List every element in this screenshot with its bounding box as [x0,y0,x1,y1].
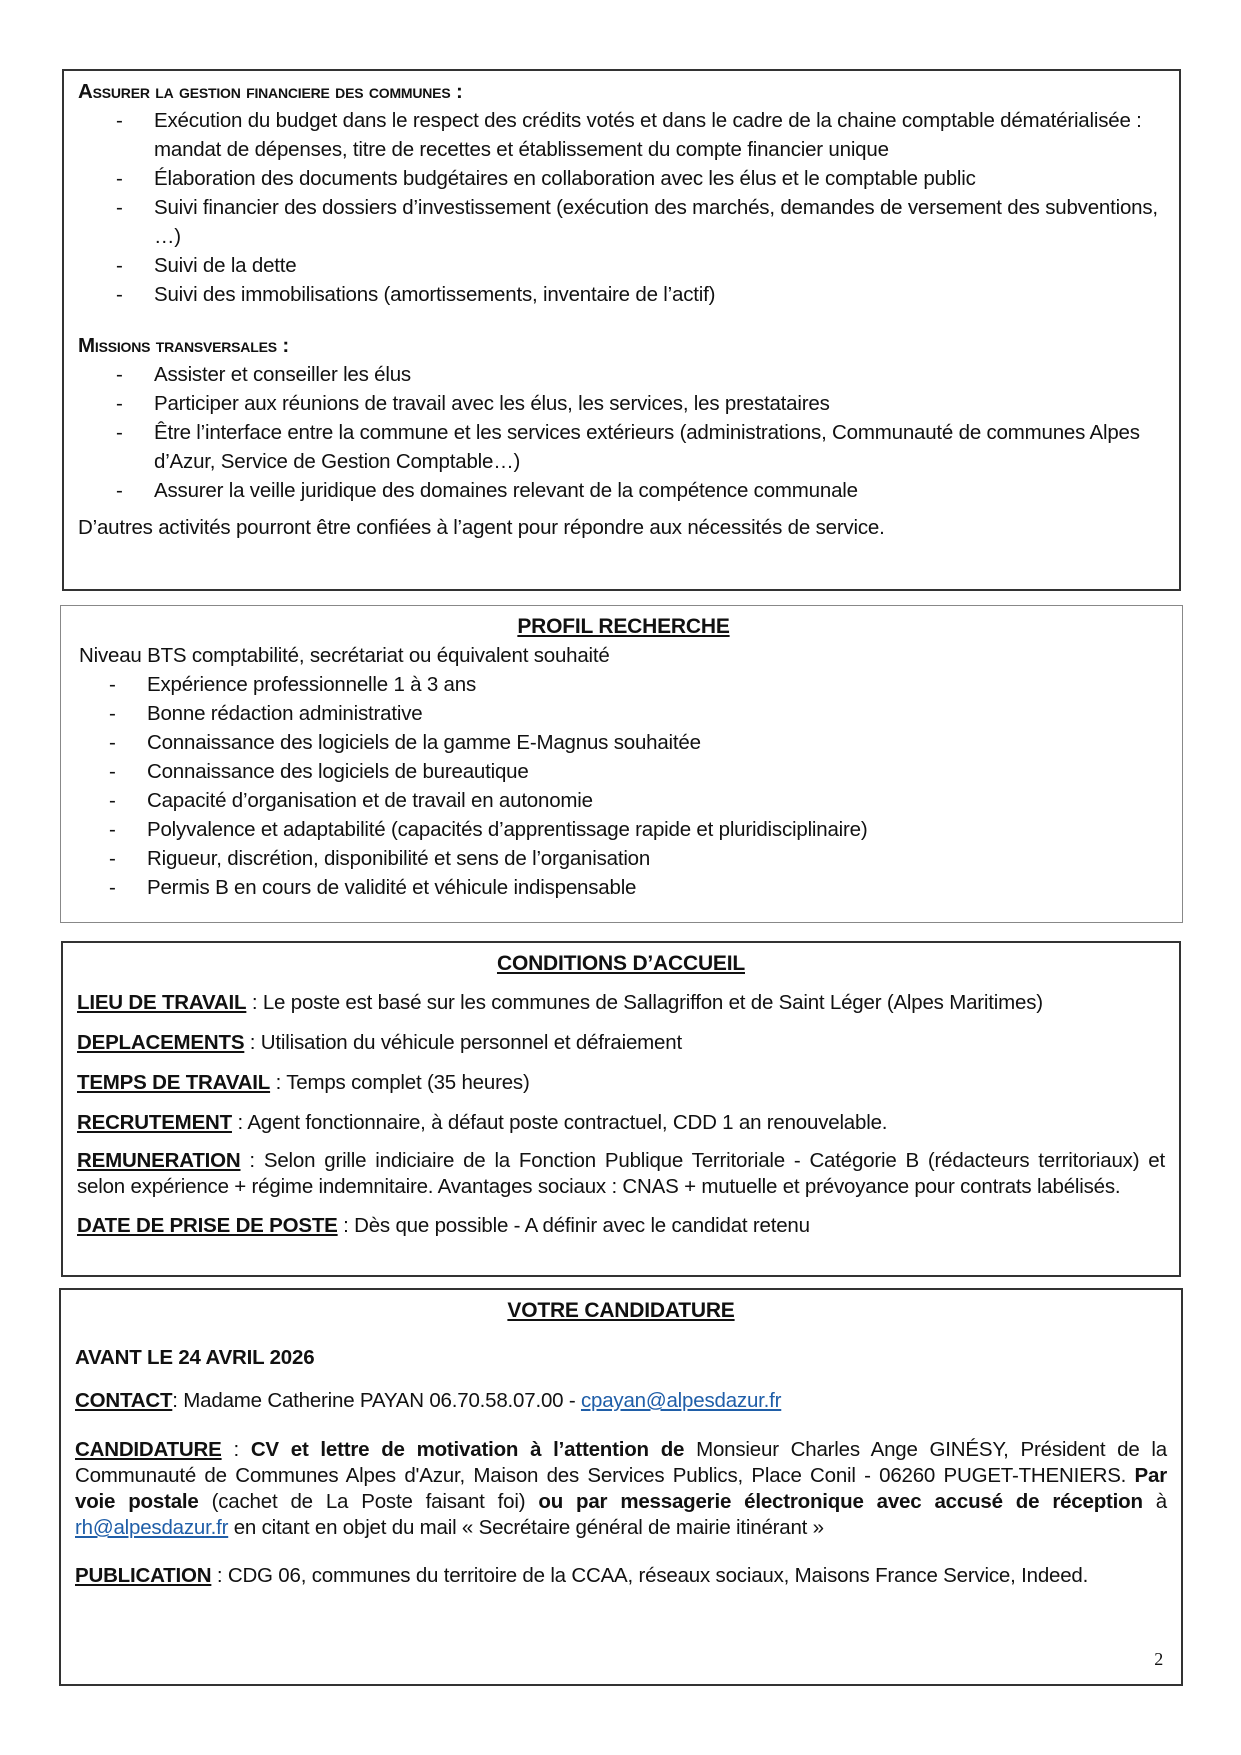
list-item: - Polyvalence et adaptabilité (capacités d’apprentissage rapide et pluridisciplinaire) [109,815,1168,844]
profil-title: PROFIL RECHERCHE [517,615,730,638]
list-item: - Suivi des immobilisations (amortissements, inventaire de l’actif) [116,280,1165,309]
bold-text: Par voie postale [75,1464,1167,1513]
condition-row [77,1108,1165,1137]
list-item: - Capacité d’organisation et de travail en autonomie [109,786,1168,815]
condition-text: : Temps complet (35 heures) [270,1071,530,1094]
publication-row [75,1563,1167,1589]
condition-text: : Dès que possible - A définir avec le candidat retenu [337,1214,810,1237]
condition-label: LIEU DE TRAVAIL [77,991,247,1014]
list-item: - Assister et conseiller les élus [116,360,1165,389]
bold-text: ou par messagerie électronique avec accusé de réception [538,1490,1143,1513]
condition-label: TEMPS DE TRAVAIL [77,1071,271,1094]
condition-label: DATE DE PRISE DE POSTE [77,1214,338,1237]
list-item: - Connaissance des logiciels de la gamme E-Magnus souhaitée [109,728,1168,757]
missions-list [78,360,1165,505]
condition-label: RECRUTEMENT [77,1111,232,1134]
contact-row [75,1386,1167,1415]
list-item: - Expérience professionnelle 1 à 3 ans [109,670,1168,699]
condition-text: : Le poste est basé sur les communes de Sallagriffon et de Saint Léger (Alpes Maritimes) [246,991,1043,1014]
text: à [1142,1490,1168,1513]
condition-text: : Selon grille indiciaire de la Fonction Publique Territoriale - Catégorie B (rédacteurs territoriaux) et selon expérience + régime indemnitaire. Avantages sociaux : CNAS + mutuelle et prévoyance pour contrats labélisés. [77,1149,1165,1198]
list-item: - Rigueur, discrétion, disponibilité et sens de l’organisation [109,844,1168,873]
rh-email-link[interactable]: rh@alpesdazur.fr [75,1516,229,1539]
text: Monsieur Charles Ange GINÉSY, Président de la Communauté de Communes Alpes d'Azur, Maison des Services Publics, Place Conil - 06260 PUGET-THENIERS. [75,1438,1167,1487]
condition-label: REMUNERATION [77,1149,241,1172]
heading-missions-transversales: Missions transversales : [78,334,289,357]
contact-email-link[interactable]: cpayan@alpesdazur.fr [580,1389,782,1412]
separator: : [221,1438,251,1461]
page-number: 2 [1154,1649,1163,1669]
publication-label: PUBLICATION [75,1564,212,1587]
condition-row [77,1148,1165,1200]
candidature-row [75,1437,1167,1541]
contact-label: CONTACT [75,1389,173,1412]
text: en citant en objet du mail « Secrétaire général de mairie itinérant » [228,1516,824,1539]
list-item: - Participer aux réunions de travail avec les élus, les services, les prestataires [116,389,1165,418]
list-item: - Connaissance des logiciels de bureautique [109,757,1168,786]
conditions-title: CONDITIONS D’ACCUEIL [496,952,745,975]
list-item: - Suivi financier des dossiers d’investissement (exécution des marchés, demandes de versement des subventions, …) [116,193,1165,251]
publication-text: : CDG 06, communes du territoire de la CCAA, réseaux sociaux, Maisons France Service, Indeed. [211,1564,1089,1587]
list-item: - Assurer la veille juridique des domaines relevant de la compétence communale [116,476,1165,505]
missions-section [62,69,1181,591]
condition-row [77,1068,1165,1097]
list-item: - Élaboration des documents budgétaires en collaboration avec les élus et le comptable public [116,164,1165,193]
contact-text: : Madame Catherine PAYAN 06.70.58.07.00 - [172,1389,581,1412]
list-item: - Être l’interface entre la commune et les services extérieurs (administrations, Communauté de communes Alpes d’Azur, Service de Gestion Comptable…) [116,418,1165,476]
conditions-section [61,941,1181,1277]
gestion-list [78,106,1165,309]
bold-text: CV et lettre de motivation à l’attention de [250,1438,685,1461]
list-item: - Exécution du budget dans le respect des crédits votés et dans le cadre de la chaine comptable dématérialisée : mandat de dépenses, titre de recettes et établissement du compte financier unique [116,106,1165,164]
profil-section [60,605,1183,923]
condition-row [77,988,1165,1017]
heading-gestion-financiere: Assurer la gestion financiere des communes : [78,80,463,103]
candidature-section [59,1288,1183,1686]
condition-row [77,1028,1165,1057]
candidature-label: CANDIDATURE [75,1438,222,1461]
text: (cachet de La Poste faisant foi) [198,1490,539,1513]
condition-row [77,1211,1165,1240]
condition-text: : Agent fonctionnaire, à défaut poste contractuel, CDD 1 an renouvelable. [231,1111,888,1134]
candidature-title: VOTRE CANDIDATURE [507,1299,735,1322]
list-item: - Bonne rédaction administrative [109,699,1168,728]
deadline: AVANT LE 24 AVRIL 2026 [75,1346,315,1369]
condition-text: : Utilisation du véhicule personnel et défraiement [244,1031,682,1054]
profil-intro: Niveau BTS comptabilité, secrétariat ou équivalent souhaité [79,644,610,667]
list-item: - Suivi de la dette [116,251,1165,280]
condition-label: DEPLACEMENTS [77,1031,245,1054]
profil-list [79,670,1168,902]
note: D’autres activités pourront être confiées à l’agent pour répondre aux nécessités de service. [78,516,885,539]
list-item: - Permis B en cours de validité et véhicule indispensable [109,873,1168,902]
